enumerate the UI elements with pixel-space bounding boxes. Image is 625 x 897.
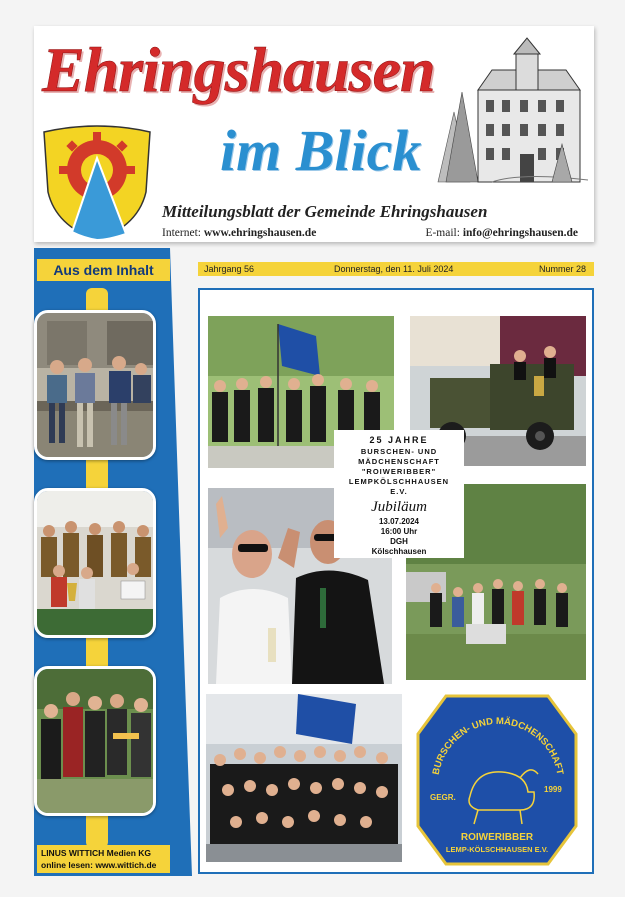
- badge-name-line2: LEMP-KÖLSCHHAUSEN E.V.: [445, 845, 549, 854]
- publisher-footer: [37, 845, 170, 873]
- flyer-anniversary-years: 25 JAHRE: [369, 435, 429, 445]
- town-hall-sketch: [432, 32, 588, 190]
- flyer-org-line2: MÄDCHENSCHAFT: [358, 457, 440, 466]
- masthead-subtitle: Mitteilungsblatt der Gemeinde Ehringshausen: [162, 202, 488, 221]
- badge-year: 1999: [544, 785, 562, 794]
- flyer-jubilee-script: Jubiläum: [371, 499, 427, 515]
- cover-feature-collage: [198, 288, 594, 874]
- flyer-venue: DGH: [390, 537, 408, 546]
- badge-name-line1: ROIWERIBBER: [460, 832, 534, 843]
- photo-large-group[interactable]: [206, 694, 402, 862]
- internet-line: [162, 227, 316, 239]
- sidebar-photo-group[interactable]: [34, 666, 156, 816]
- anniversary-flyer: [334, 430, 464, 558]
- email-label: E-mail:: [425, 227, 460, 239]
- issue-number: Nummer 28: [538, 264, 586, 274]
- internet-label: Internet:: [162, 227, 201, 239]
- sidebar-photo-trophies[interactable]: [34, 488, 156, 638]
- sidebar-photo-seniors[interactable]: [34, 310, 156, 460]
- flyer-date: 13.07.2024: [378, 517, 420, 526]
- masthead: [34, 26, 594, 242]
- contents-heading: Aus dem Inhalt: [37, 259, 170, 281]
- flyer-org-line4: LEMPKÖLSCHHAUSEN: [348, 477, 450, 486]
- newspaper-subtitle: im Blick: [220, 118, 422, 183]
- flyer-org-line3: "ROIWERIBBER": [361, 467, 437, 476]
- badge-arc-text: BURSCHEN- UND MÄDCHENSCHAFT: [430, 715, 566, 776]
- email-link[interactable]: info@ehringshausen.de: [462, 227, 578, 239]
- newspaper-title: Ehringshausen: [42, 34, 435, 105]
- coat-of-arms-icon: [38, 122, 156, 242]
- issue-info-bar: [198, 262, 594, 276]
- issue-volume: Jahrgang 56: [204, 264, 255, 274]
- sidebar: [34, 248, 192, 876]
- email-line: [425, 227, 578, 239]
- club-emblem-badge: [416, 692, 578, 868]
- publisher-online-link[interactable]: online lesen: www.wittich.de: [41, 860, 157, 870]
- flyer-place: Kölschhausen: [371, 547, 427, 556]
- badge-gegr-label: GEGR.: [430, 793, 456, 802]
- issue-date: Donnerstag, den 11. Juli 2024: [334, 264, 454, 274]
- publisher-name: LINUS WITTICH Medien KG: [41, 848, 152, 858]
- flyer-time: 16:00 Uhr: [380, 527, 418, 536]
- flyer-org-line1: BURSCHEN- UND: [360, 447, 438, 456]
- flyer-org-line5: E.V.: [390, 487, 408, 496]
- internet-link[interactable]: www.ehringshausen.de: [203, 227, 317, 239]
